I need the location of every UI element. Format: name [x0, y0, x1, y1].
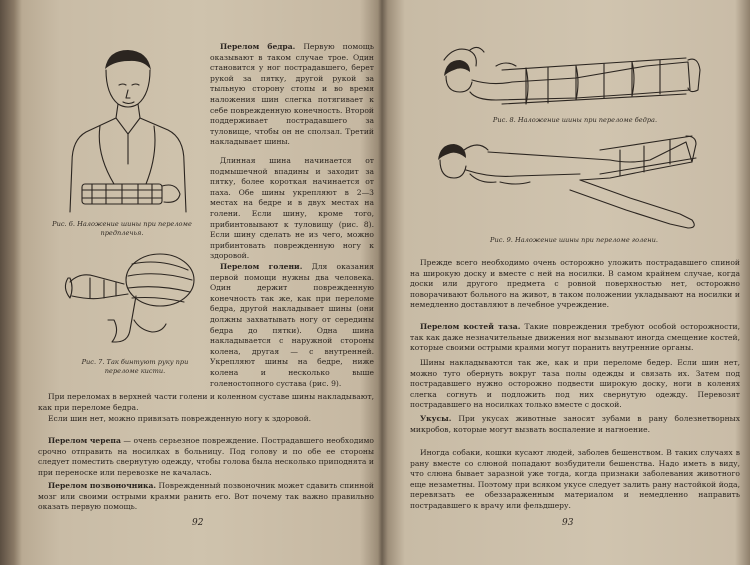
- pelvis-fracture-text: Такие повреждения требуют особой осторожности, так как даже незначительные движения ног вызывают иногда смещение костей, которые своими острыми краями могут поранить внутренние органы.: [410, 322, 741, 353]
- board-paragraph: Прежде всего необходимо очень осторожно уложить пострадавшего спиной на широкую доску и вместе с ней на носилки. В самом крайнем случае, когда доски или другого предмета с ровной поверхностью нет, осторожно поворачивают больного на живот, в таком положении укладывают на носилки и немедленно доставляют в лечебное учреждение.: [410, 258, 740, 310]
- right-page: [384, 0, 750, 565]
- skull-fracture-paragraph: [38, 436, 374, 478]
- shin-fracture-paragraph: [210, 262, 374, 389]
- pelvis-fracture-heading: Перелом костей таза.: [420, 322, 521, 331]
- spine-fracture-text: Поврежденный позвоночник может сдавить спинной мозг или своими острыми краями ранить его. Вот почему так важно правильно оказать первую помощь.: [38, 481, 374, 512]
- forearm-splint-illustration: [56, 44, 206, 216]
- bites-paragraph: [410, 414, 740, 435]
- shin-fracture-text: Для оказания первой помощи нужны два человека. Один держит поврежденную конечность так же, как при переломе бедра, другой накладывает шины (они должны захватывать ногу от середины бедра до пятки). Одна шина накладывается с наружной стороны колена, другая — с внутренней. Укрепляют шины на бедре, ниже колена и несколько выше голеностопного сустава (рис. 9).: [210, 262, 374, 388]
- left-page: [14, 0, 380, 565]
- hip-fracture-paragraph: [210, 42, 374, 148]
- bites-text: При укусах животные заносят зубами в рану болезнетворных микробов, которые могут вызвать воспаление и нагноение.: [410, 414, 740, 434]
- spine-fracture-heading: Перелом позвоночника.: [48, 481, 157, 490]
- hip-fracture-heading: Перелом бедра.: [220, 42, 296, 51]
- pelvis-splints-paragraph: Шины накладываются так же, как и при переломе бедер. Если шин нет, можно туго обернуть вокруг таза полы одежды и связать их. Затем под пострадавшего нужно осторожно подвести широкую доску, ноги в коленях слегка согнуть и подложить под них свернутую одежду. Перевозят пострадавшего на носилках только вместе с доской.: [410, 358, 740, 410]
- hip-fracture-text: Первую помощь оказывают в таком случае трое. Один становится у ног пострадавшего, берет рукой за пятку, другой рукой за тыльную сторону стопы и во время наложения шин слегка потягивает к себе поврежденную конечность. Второй поддерживает пострадавшего за туловище, чтобы он не сползал. Третий накладывает шины.: [210, 42, 374, 147]
- shin-fracture-heading: Перелом голени.: [220, 262, 303, 271]
- skull-fracture-text: — очень серьезное повреждение. Пострадавшего необходимо срочно отправить на носилках в больницу. Под голову и по обе ее стороны следует поместить свернутую одежду, чтобы голова была несколько приподнята и при переноске или перевозке не качалась.: [38, 436, 374, 477]
- bites-heading: Укусы.: [420, 414, 452, 423]
- spine-fracture-paragraph: [38, 481, 374, 513]
- pelvis-fracture-paragraph: [410, 322, 740, 354]
- left-page-number: 92: [192, 518, 204, 528]
- splint-length-paragraph: Длинная шина начинается от подмышечной впадины и заходит за пятку, более короткая начинается от паха. Обе шины укрепляют в 2—3 местах на бедре и в двух местах на голени. Если шину, кроме того, прибинтовывают к туловищу (рис. 8). Если шину сделать не из чего, можно прибинтовать поврежденную ногу к здоровой.: [210, 156, 374, 261]
- fig6-caption: Рис. 6. Наложение шины при переломе предплечья.: [52, 220, 192, 237]
- no-splint-paragraph: Если шин нет, можно привязать поврежденную ногу к здоровой.: [48, 414, 312, 423]
- right-page-number: 93: [562, 518, 574, 528]
- fig7-caption: Рис. 7. Так бинтуют руку при переломе кисти.: [81, 358, 189, 375]
- fig9-caption: Рис. 9. Наложение шины при переломе голени.: [490, 236, 658, 244]
- upper-shin-paragraph: При переломах в верхней части голени и коленном суставе шины накладывают, как при переломе бедра.: [38, 392, 374, 412]
- fig8-caption: Рис. 8. Наложение шины при переломе бедра.: [492, 116, 658, 124]
- hip-splint-illustration: [436, 36, 706, 112]
- hand-bandage-illustration: [60, 250, 200, 355]
- shin-splint-illustration: [430, 134, 710, 230]
- rabies-paragraph: Иногда собаки, кошки кусают людей, заболев бешенством. В таких случаях в рану вместе со слюной попадают возбудители бешенства. Надо иметь в виду, что слюна бывает заразной уже тогда, когда признаки заболевания животного еще незаметны. Поэтому при всяком укусе следует залить рану настойкой йода, перевязать ее обеззараженным материалом и немедленно направить пострадавшего к врачу или фельдшеру.: [410, 448, 740, 510]
- skull-fracture-heading: Перелом черепа: [48, 436, 121, 445]
